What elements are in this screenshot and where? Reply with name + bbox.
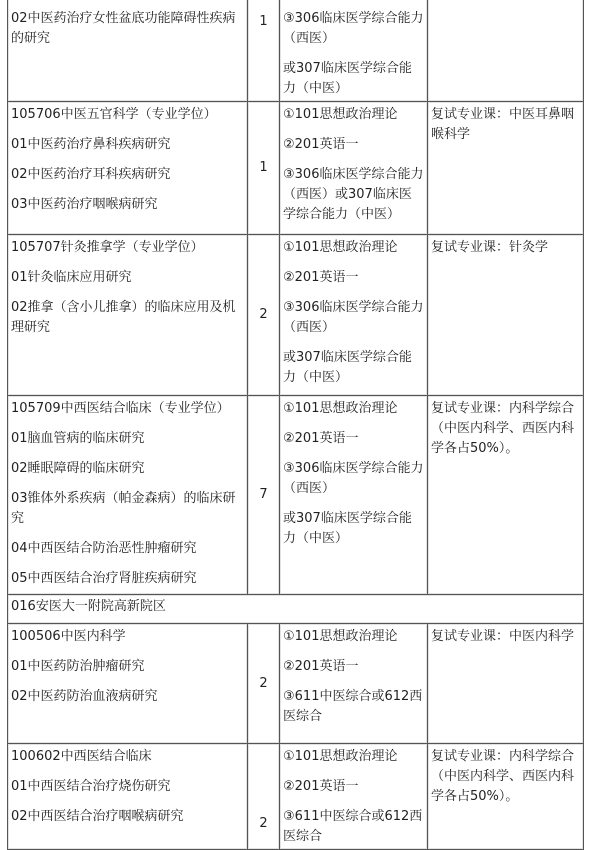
enrollment-count: 2: [248, 624, 280, 744]
subject-line: ③306临床医学综合能力（西医）: [283, 461, 424, 496]
enrollment-count: 7: [248, 396, 280, 595]
enrollment-count: 1: [248, 0, 280, 102]
direction-line: 01中医药治疗鼻科疾病研究: [11, 137, 171, 152]
subject-line: 或307临床医学综合能力（中医）: [283, 61, 412, 96]
remarks-cell: [428, 0, 584, 102]
exam-subjects-cell: [280, 0, 428, 102]
remarks-cell: 复试专业课：中医内科学: [428, 624, 584, 744]
subject-line: ③306临床医学综合能力（西医）: [283, 300, 424, 335]
subject-line: ①101思想政治理论: [283, 629, 398, 644]
table-row: [8, 0, 584, 102]
direction-line: 05中西医结合治疗肾脏疾病研究: [11, 571, 197, 586]
admissions-table: [7, 0, 584, 850]
direction-line: 02中西医结合治疗咽喉病研究: [11, 809, 184, 824]
direction-line: 04中西医结合防治恶性肿瘤研究: [11, 541, 197, 556]
direction-line: 100506中医内科学: [11, 629, 126, 644]
table-row: [8, 235, 584, 396]
research-direction-cell: [8, 102, 248, 235]
subject-line: ①101思想政治理论: [283, 240, 398, 255]
table-row: [8, 396, 584, 595]
direction-line: 03中医药治疗咽喉病研究: [11, 197, 158, 212]
subject-line: ①101思想政治理论: [283, 107, 398, 122]
direction-line: 100602中西医结合临床: [11, 749, 152, 764]
research-direction-cell: [8, 396, 248, 595]
table-row: [8, 624, 584, 744]
direction-line: 105707针灸推拿学（专业学位）: [11, 240, 204, 255]
remarks-cell: 复试专业课：针灸学: [428, 235, 584, 396]
table-body: [8, 0, 584, 850]
direction-line: 105709中西医结合临床（专业学位）: [11, 401, 230, 416]
direction-line: 03锥体外系疾病（帕金森病）的临床研究: [11, 491, 236, 526]
subject-line: 或307临床医学综合能力（中医）: [283, 350, 412, 385]
enrollment-count: 2: [248, 744, 280, 850]
direction-line: 02推拿（含小儿推拿）的临床应用及机理研究: [11, 300, 236, 335]
research-direction-cell: [8, 624, 248, 744]
research-direction-cell: [8, 744, 248, 850]
subject-line: ②201英语一: [283, 137, 359, 152]
subject-line: ②201英语一: [283, 659, 359, 674]
table-row: [8, 744, 584, 850]
subject-line: ③611中医综合或612西医综合: [283, 809, 423, 844]
exam-subjects-cell: [280, 744, 428, 850]
direction-line: 02中医药防治血液病研究: [11, 689, 158, 704]
subject-line: ③306临床医学综合能力（西医）或307临床医学综合能力（中医）: [283, 167, 424, 222]
direction-line: 01针灸临床应用研究: [11, 270, 132, 285]
subject-line: ③611中医综合或612西医综合: [283, 689, 423, 724]
enrollment-count: 1: [248, 102, 280, 235]
remarks-cell: 复试专业课：内科学综合（中医内科学、西医内科学各占50%）。: [428, 396, 584, 595]
direction-line: 01中医药防治肿瘤研究: [11, 659, 145, 674]
subject-line: ①101思想政治理论: [283, 401, 398, 416]
table-row: [8, 102, 584, 235]
direction-line: 02中医药治疗耳科疾病研究: [11, 167, 171, 182]
direction-line: 02睡眠障碍的临床研究: [11, 461, 145, 476]
subject-line: ②201英语一: [283, 431, 359, 446]
exam-subjects-cell: [280, 396, 428, 595]
enrollment-count: 2: [248, 235, 280, 396]
subject-line: ③306临床医学综合能力（西医）: [283, 11, 424, 46]
direction-line: 02中医药治疗女性盆底功能障碍性疾病的研究: [11, 11, 236, 46]
exam-subjects-cell: [280, 102, 428, 235]
research-direction-cell: [8, 0, 248, 102]
direction-line: 01脑血管病的临床研究: [11, 431, 145, 446]
remarks-cell: 复试专业课：中医耳鼻咽喉科学: [428, 102, 584, 235]
direction-line: 105706中医五官科学（专业学位）: [11, 107, 217, 122]
exam-subjects-cell: [280, 624, 428, 744]
section-header-row: [8, 595, 584, 624]
subject-line: ②201英语一: [283, 779, 359, 794]
remarks-cell: 复试专业课：内科学综合（中医内科学、西医内科学各占50%）。: [428, 744, 584, 850]
exam-subjects-cell: [280, 235, 428, 396]
direction-line: 01中西医结合治疗烧伤研究: [11, 779, 171, 794]
subject-line: 或307临床医学综合能力（中医）: [283, 511, 412, 546]
subject-line: ①101思想政治理论: [283, 749, 398, 764]
subject-line: ②201英语一: [283, 270, 359, 285]
research-direction-cell: [8, 235, 248, 396]
campus-section-title: 016安医大一附院高新院区: [8, 595, 584, 624]
